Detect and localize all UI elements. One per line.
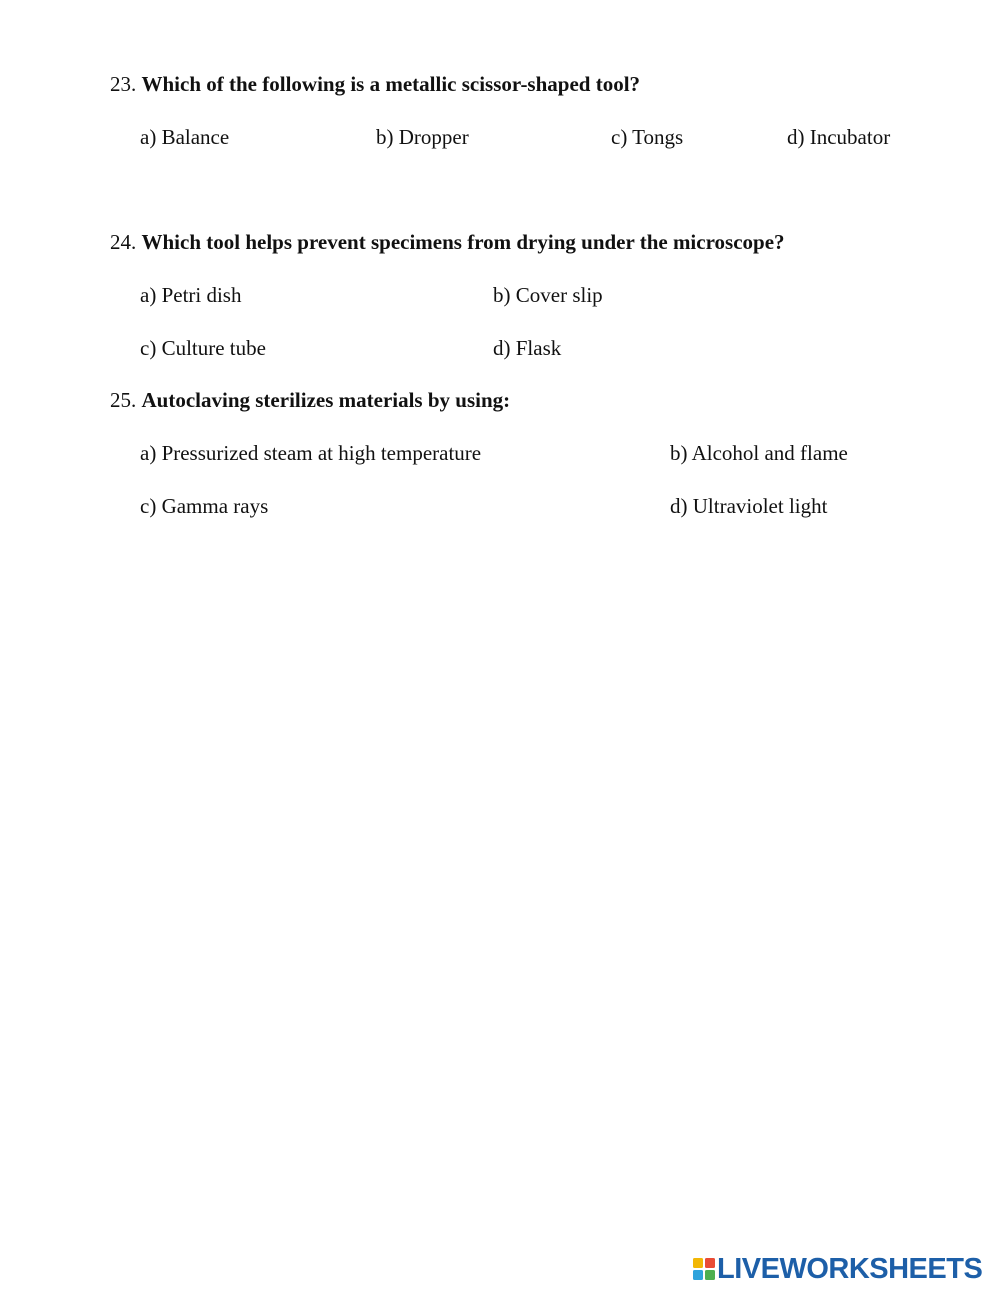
option-25-b[interactable]: b) Alcohol and flame bbox=[670, 441, 848, 465]
question-text: Autoclaving sterilizes materials by using: bbox=[141, 388, 511, 412]
question-23 bbox=[110, 71, 640, 97]
option-25-a[interactable]: a) Pressurized steam at high temperature bbox=[140, 441, 482, 465]
option-25-d[interactable]: d) Ultraviolet light bbox=[670, 494, 828, 518]
question-number: 23. bbox=[110, 72, 137, 96]
question-number: 25. bbox=[110, 388, 137, 412]
option-23-b[interactable]: b) Dropper bbox=[376, 125, 469, 149]
question-25 bbox=[110, 387, 510, 413]
option-23-a[interactable]: a) Balance bbox=[140, 125, 230, 149]
liveworksheets-mark-icon bbox=[693, 1258, 715, 1280]
option-25-c[interactable]: c) Gamma rays bbox=[140, 494, 269, 518]
option-24-d[interactable]: d) Flask bbox=[493, 336, 562, 360]
option-23-d[interactable]: d) Incubator bbox=[787, 125, 891, 149]
liveworksheets-logo bbox=[693, 1254, 982, 1284]
option-24-a[interactable]: a) Petri dish bbox=[140, 283, 242, 307]
option-24-b[interactable]: b) Cover slip bbox=[493, 283, 603, 307]
question-text: Which of the following is a metallic scissor-shaped tool? bbox=[141, 72, 641, 96]
option-24-c[interactable]: c) Culture tube bbox=[140, 336, 266, 360]
question-24 bbox=[110, 229, 785, 255]
option-23-c[interactable]: c) Tongs bbox=[611, 125, 684, 149]
question-text: Which tool helps prevent specimens from drying under the microscope? bbox=[141, 230, 785, 254]
question-number: 24. bbox=[110, 230, 137, 254]
logo-text: LIVEWORKSHEETS bbox=[717, 1253, 983, 1285]
